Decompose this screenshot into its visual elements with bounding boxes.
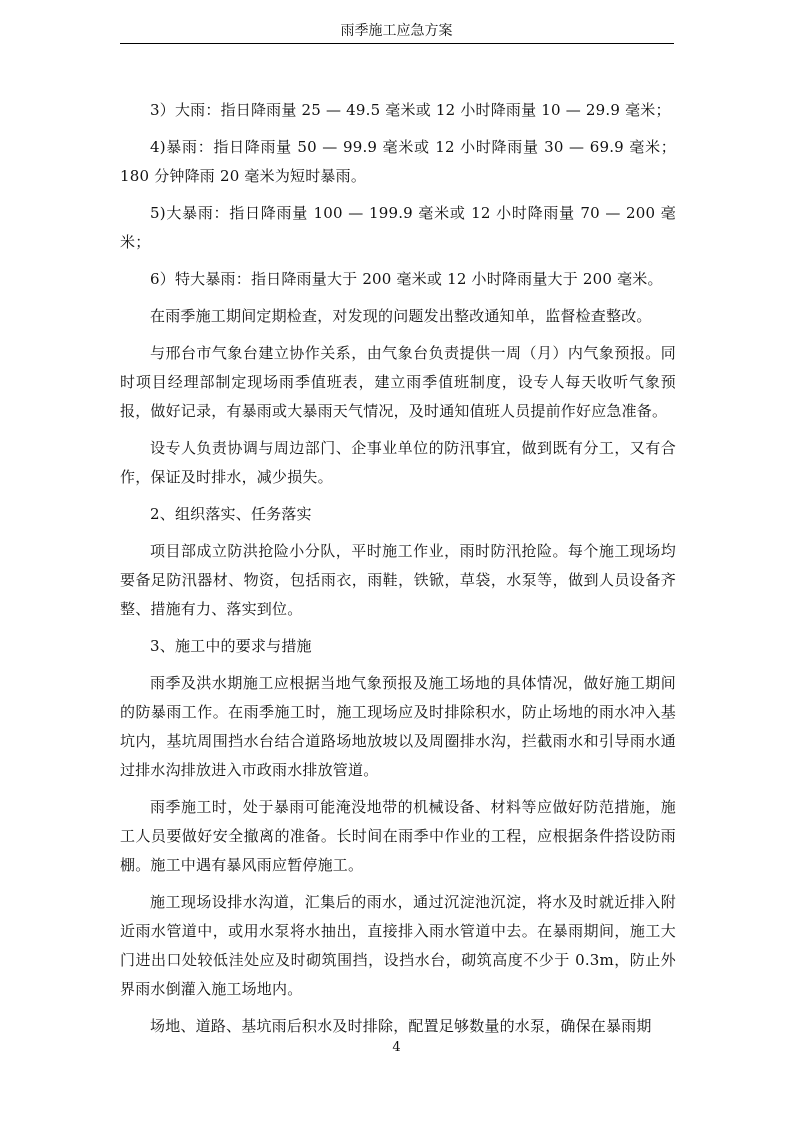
paragraph: 3）大雨：指日降雨量 25 — 49.5 毫米或 12 小时降雨量 10 — 29.9 毫米； [150, 101, 671, 119]
section-heading: 2、组织落实、任务落实 [150, 505, 312, 523]
paragraph: 雨季及洪水期施工应根据当地气象预报及施工场地的具体情况，做好施工期间的防暴雨工作。在雨季施工时，施工现场应及时排除积水，防止场地的雨水冲入基坑内，基坑周围挡水台结合道路场地放坡以及周圈排水沟，拦截雨水和引导雨水通过排水沟排放进入市政雨水排放管道。 [120, 674, 676, 779]
page-header-title: 雨季施工应急方案 [340, 23, 453, 39]
section-heading: 3、施工中的要求与措施 [150, 637, 312, 655]
paragraph: 施工现场设排水沟道，汇集后的雨水，通过沉淀池沉淀，将水及时就近排入附近雨水管道中，或用水泵将水抽出，直接排入雨水管道中去。在暴雨期间，施工大门进出口处较低洼处应及时砌筑围挡，设挡水台，砌筑高度不少于 0.3m，防止外界雨水倒灌入施工场地内。 [120, 893, 676, 998]
page-number: 4 [392, 1040, 401, 1055]
paragraph: 在雨季施工期间定期检查，对发现的问题发出整改通知单，监督检查整改。 [150, 307, 652, 325]
paragraph: 5)大暴雨：指日降雨量 100 — 199.9 毫米或 12 小时降雨量 70 — 200 毫米； [120, 204, 676, 251]
paragraph: 项目部成立防洪抢险小分队，平时施工作业，雨时防汛抢险。每个施工现场均要备足防汛器材、物资，包括雨衣，雨鞋，铁锨，草袋，水泵等，做到人员设备齐整、措施有力、落实到位。 [120, 542, 676, 618]
paragraph: 与邢台市气象台建立协作关系，由气象台负责提供一周（月）内气象预报。同时项目经理部制定现场雨季值班表，建立雨季值班制度，设专人每天收听气象预报，做好记录，有暴雨或大暴雨天气情况，及时通知值班人员提前作好应急准备。 [120, 344, 676, 420]
paragraph: 场地、道路、基坑雨后积水及时排除，配置足够数量的水泵，确保在暴雨期 [150, 1017, 652, 1035]
paragraph: 6）特大暴雨：指日降雨量大于 200 毫米或 12 小时降雨量大于 200 毫米。 [150, 270, 663, 288]
document-body [120, 96, 676, 1049]
paragraph: 4)暴雨：指日降雨量 50 — 99.9 毫米或 12 小时降雨量 30 — 69.9 毫米；180 分钟降雨 20 毫米为短时暴雨。 [120, 138, 676, 185]
paragraph: 雨季施工时，处于暴雨可能淹没地带的机械设备、材料等应做好防范措施，施工人员要做好安全撤离的准备。长时间在雨季中作业的工程，应根据条件搭设防雨棚。施工中遇有暴风雨应暂停施工。 [120, 798, 676, 874]
header-rule [120, 43, 674, 44]
paragraph: 设专人负责协调与周边部门、企事业单位的防汛事宜，做到既有分工，又有合作，保证及时排水，减少损失。 [120, 439, 676, 486]
